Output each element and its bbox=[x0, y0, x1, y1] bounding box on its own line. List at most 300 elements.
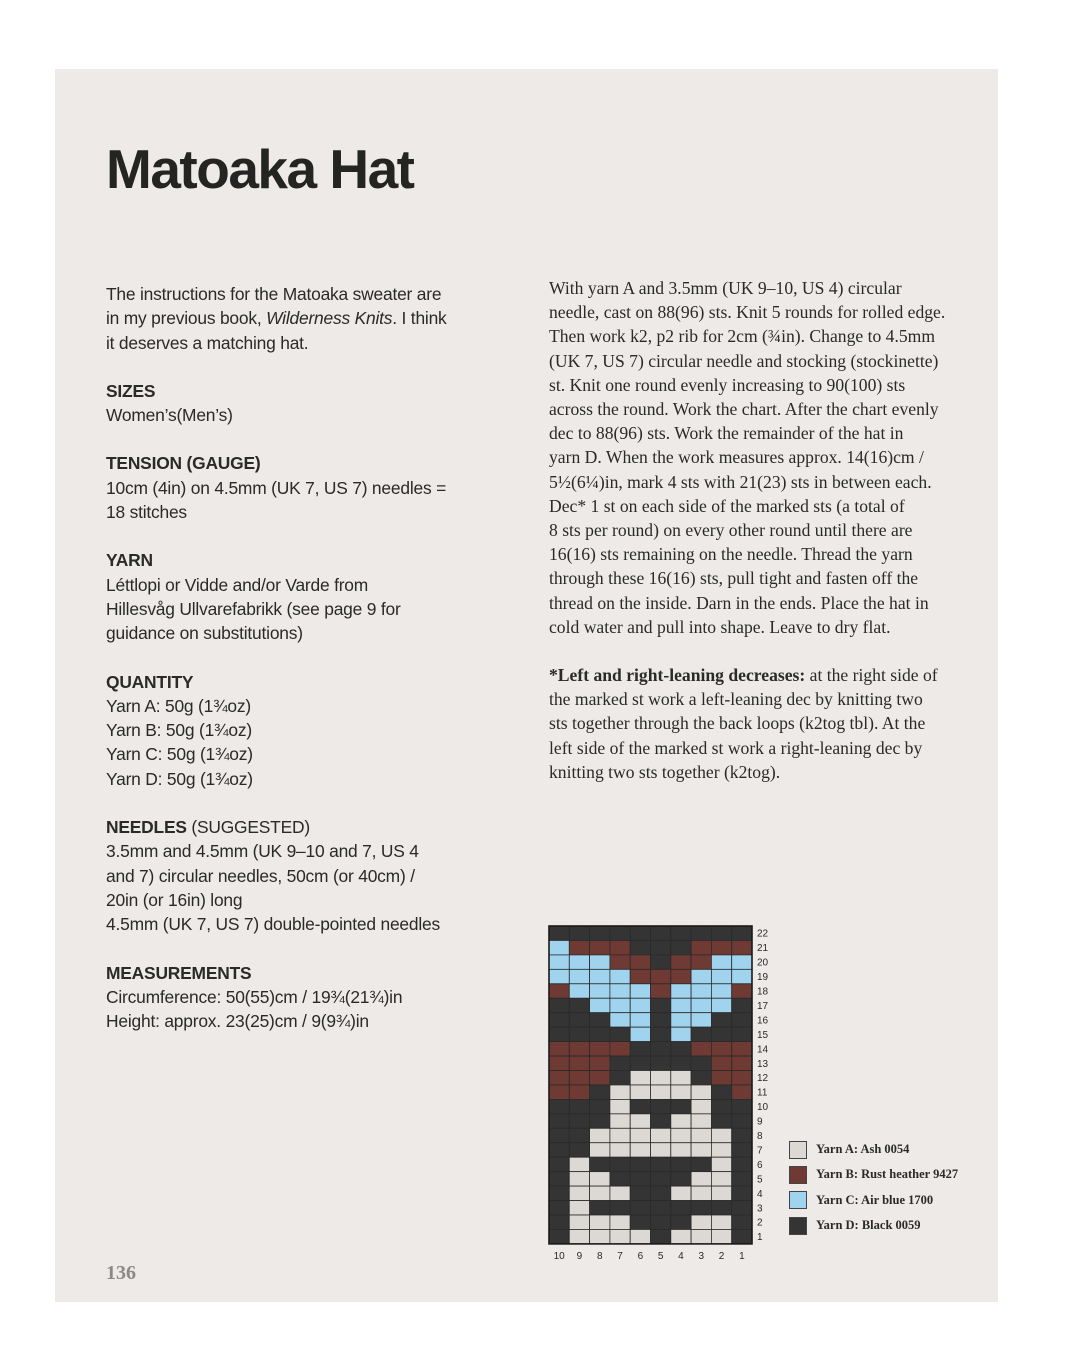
quantity-line: Yarn A: 50g (1¾oz) bbox=[106, 695, 251, 716]
chart-cell bbox=[671, 1143, 691, 1157]
chart-cell bbox=[630, 1157, 650, 1171]
quantity-line: Yarn B: 50g (1¾oz) bbox=[106, 720, 252, 741]
sizes-heading: SIZES bbox=[106, 380, 156, 401]
chart-cell bbox=[630, 1186, 650, 1200]
chart-cell bbox=[711, 1143, 731, 1157]
chart-cell bbox=[590, 1215, 610, 1229]
chart-cell bbox=[671, 1229, 691, 1243]
chart-cell bbox=[732, 940, 752, 954]
chart-cell bbox=[651, 955, 671, 969]
chart-cell bbox=[630, 1099, 650, 1113]
swatch-yarn-a bbox=[789, 1141, 807, 1159]
needles-line: and 7) circular needles, 50cm (or 40cm) / bbox=[106, 865, 415, 886]
chart-cell bbox=[590, 1229, 610, 1243]
chart-cell bbox=[711, 969, 731, 983]
instructions-paragraph bbox=[549, 276, 979, 639]
row-label: 9 bbox=[757, 1116, 763, 1128]
chart-cell bbox=[732, 1229, 752, 1243]
chart-cell bbox=[610, 1099, 630, 1113]
chart-cell bbox=[651, 926, 671, 940]
chart-cell bbox=[651, 1143, 671, 1157]
chart-cell bbox=[651, 1099, 671, 1113]
chart-cell bbox=[732, 926, 752, 940]
chart-cell bbox=[549, 940, 569, 954]
legend-item-yarn-b bbox=[789, 1162, 958, 1187]
chart-cell bbox=[549, 1056, 569, 1070]
chart-cell bbox=[549, 1027, 569, 1041]
chart-cell bbox=[569, 1201, 589, 1215]
chart-cell bbox=[691, 1229, 711, 1243]
chart-cell bbox=[691, 1071, 711, 1085]
chart-cell bbox=[569, 940, 589, 954]
chart-cell bbox=[671, 1201, 691, 1215]
chart-cell bbox=[671, 1071, 691, 1085]
chart-cell bbox=[651, 1042, 671, 1056]
chart-cell bbox=[691, 1143, 711, 1157]
intro-text: . I think bbox=[392, 308, 447, 329]
chart-cell bbox=[671, 1099, 691, 1113]
row-label: 11 bbox=[757, 1087, 768, 1099]
chart-cell bbox=[569, 1172, 589, 1186]
chart-cell bbox=[671, 1042, 691, 1056]
needles-section bbox=[106, 815, 476, 936]
chart-cell bbox=[711, 1099, 731, 1113]
row-label: 5 bbox=[757, 1174, 763, 1186]
row-label: 19 bbox=[757, 972, 769, 984]
chart-cell bbox=[610, 1157, 630, 1171]
chart-cell bbox=[691, 1157, 711, 1171]
needles-line: 3.5mm and 4.5mm (UK 9–10 and 7, US 4 bbox=[106, 841, 419, 862]
chart-cell bbox=[651, 969, 671, 983]
chart-cell bbox=[691, 998, 711, 1012]
chart-cell bbox=[671, 1013, 691, 1027]
instruction-line: Then work k2, p2 rib for 2cm (¾in). Change to 4.5mm bbox=[549, 326, 936, 347]
chart-cell bbox=[732, 1056, 752, 1070]
yarn-line: guidance on substitutions) bbox=[106, 623, 303, 644]
chart-cell bbox=[569, 1056, 589, 1070]
chart-cell bbox=[691, 1042, 711, 1056]
chart-cell bbox=[691, 1128, 711, 1142]
row-label: 10 bbox=[757, 1102, 769, 1114]
chart-cell bbox=[549, 1013, 569, 1027]
chart-cell bbox=[569, 1099, 589, 1113]
needles-heading: NEEDLES bbox=[106, 817, 187, 838]
chart-cell bbox=[590, 998, 610, 1012]
chart-cell bbox=[549, 1229, 569, 1243]
chart-cell bbox=[691, 1186, 711, 1200]
decreases-line: left side of the marked st work a right-leaning dec by bbox=[549, 737, 923, 758]
chart-cell bbox=[671, 984, 691, 998]
chart-cell bbox=[651, 1186, 671, 1200]
chart-cell bbox=[549, 1215, 569, 1229]
chart-cell bbox=[610, 1229, 630, 1243]
row-label: 13 bbox=[757, 1058, 769, 1070]
chart-cell bbox=[691, 940, 711, 954]
chart-cell bbox=[671, 926, 691, 940]
column-label: 1 bbox=[739, 1250, 745, 1262]
quantity-line: Yarn C: 50g (1¾oz) bbox=[106, 744, 253, 765]
row-label: 22 bbox=[757, 928, 769, 940]
chart-cell bbox=[549, 955, 569, 969]
chart-cell bbox=[732, 1143, 752, 1157]
chart-cell bbox=[549, 1128, 569, 1142]
swatch-yarn-c bbox=[789, 1191, 807, 1209]
chart-cell bbox=[610, 984, 630, 998]
chart-cell bbox=[711, 1114, 731, 1128]
tension-section bbox=[106, 451, 476, 524]
chart-cell bbox=[569, 1071, 589, 1085]
chart-cell bbox=[630, 984, 650, 998]
row-label: 16 bbox=[757, 1015, 769, 1027]
measurements-line: Circumference: 50(55)cm / 19¾(21¾)in bbox=[106, 986, 403, 1007]
instruction-line: 8 sts per round) on every other round until there are bbox=[549, 520, 913, 541]
chart-cell bbox=[732, 1157, 752, 1171]
quantity-heading: QUANTITY bbox=[106, 671, 194, 692]
chart-cell bbox=[732, 955, 752, 969]
chart-cell bbox=[691, 969, 711, 983]
chart-cell bbox=[610, 998, 630, 1012]
chart-cell bbox=[711, 1056, 731, 1070]
chart-cell bbox=[590, 1172, 610, 1186]
legend-item-yarn-a bbox=[789, 1137, 958, 1162]
chart-cell bbox=[590, 1071, 610, 1085]
chart-cell bbox=[549, 984, 569, 998]
chart-cell bbox=[732, 1027, 752, 1041]
instruction-line: needle, cast on 88(96) sts. Knit 5 rounds for rolled edge. bbox=[549, 302, 946, 323]
page-number: 136 bbox=[106, 1262, 136, 1284]
chart-cell bbox=[610, 1186, 630, 1200]
chart-cell bbox=[549, 1099, 569, 1113]
chart-cell bbox=[732, 1099, 752, 1113]
instruction-line: With yarn A and 3.5mm (UK 9–10, US 4) circular bbox=[549, 278, 902, 298]
chart-cell bbox=[590, 955, 610, 969]
chart-cell bbox=[671, 1114, 691, 1128]
chart-cell bbox=[549, 1085, 569, 1099]
chart-cell bbox=[732, 1128, 752, 1142]
chart-cell bbox=[671, 1128, 691, 1142]
decreases-heading: *Left and right-leaning decreases: bbox=[549, 665, 806, 686]
chart-cell bbox=[630, 1027, 650, 1041]
row-label: 8 bbox=[757, 1131, 763, 1143]
decreases-line: sts together through the back loops (k2tog tbl). At the bbox=[549, 713, 926, 734]
intro-line: it deserves a matching hat. bbox=[106, 332, 309, 353]
instruction-line: thread on the inside. Darn in the ends. Place the hat in bbox=[549, 592, 929, 613]
chart-cell bbox=[691, 955, 711, 969]
column-label: 8 bbox=[596, 1250, 603, 1262]
chart-cell bbox=[630, 998, 650, 1012]
chart-cell bbox=[651, 1229, 671, 1243]
chart-cell bbox=[590, 1186, 610, 1200]
sizes-section bbox=[106, 379, 476, 428]
chart-cell bbox=[671, 1027, 691, 1041]
chart-cell bbox=[630, 1114, 650, 1128]
chart-cell bbox=[651, 1071, 671, 1085]
chart-cell bbox=[549, 1071, 569, 1085]
chart-cell bbox=[590, 1114, 610, 1128]
decreases-line: knitting two sts together (k2tog). bbox=[549, 761, 781, 782]
row-label: 17 bbox=[757, 1000, 769, 1012]
chart-cell bbox=[732, 1114, 752, 1128]
chart-cell bbox=[671, 1172, 691, 1186]
column-label: 2 bbox=[718, 1250, 725, 1262]
legend-label: Yarn D: Black 0059 bbox=[816, 1218, 921, 1233]
instruction-line: (UK 7, US 7) circular needle and stocking (stockinette) bbox=[549, 350, 939, 371]
instruction-line: 16(16) sts remaining on the needle. Thread the yarn bbox=[549, 544, 913, 565]
chart-cell bbox=[651, 1114, 671, 1128]
details-column bbox=[106, 282, 476, 1057]
instruction-line: 5½(6¼)in, mark 4 sts with 21(23) sts in between each. bbox=[549, 471, 932, 492]
legend-label: Yarn C: Air blue 1700 bbox=[816, 1192, 934, 1207]
chart-cell bbox=[590, 1085, 610, 1099]
chart-cell bbox=[711, 1229, 731, 1243]
legend-label: Yarn B: Rust heather 9427 bbox=[816, 1167, 959, 1182]
chart-cell bbox=[732, 1071, 752, 1085]
row-label: 7 bbox=[757, 1145, 763, 1157]
chart-cell bbox=[610, 1013, 630, 1027]
chart-cell bbox=[610, 1128, 630, 1142]
chart-cell bbox=[691, 1172, 711, 1186]
chart-cell bbox=[671, 1056, 691, 1070]
chart-cell bbox=[590, 1201, 610, 1215]
chart-cell bbox=[569, 926, 589, 940]
row-label: 2 bbox=[757, 1217, 763, 1229]
tension-line: 10cm (4in) on 4.5mm (UK 7, US 7) needles = bbox=[106, 477, 447, 498]
chart-cell bbox=[610, 1201, 630, 1215]
intro-text: in my previous book, bbox=[106, 308, 267, 329]
chart-cell bbox=[630, 1172, 650, 1186]
row-label: 21 bbox=[757, 943, 769, 955]
chart-cell bbox=[590, 1143, 610, 1157]
chart-cell bbox=[549, 1157, 569, 1171]
yarn-section bbox=[106, 548, 476, 645]
chart-cell bbox=[610, 1071, 630, 1085]
chart-cell bbox=[732, 1085, 752, 1099]
chart-cell bbox=[590, 926, 610, 940]
chart-cell bbox=[691, 1013, 711, 1027]
chart-cell bbox=[691, 1215, 711, 1229]
chart-cell bbox=[630, 1042, 650, 1056]
chart-cell bbox=[610, 1215, 630, 1229]
chart-cell bbox=[711, 998, 731, 1012]
chart-cell bbox=[569, 1143, 589, 1157]
instruction-line: st. Knit one round evenly increasing to 90(100) sts bbox=[549, 374, 906, 395]
chart-cell bbox=[630, 926, 650, 940]
chart-cell bbox=[549, 969, 569, 983]
chart-cell bbox=[671, 1186, 691, 1200]
chart-cell bbox=[691, 1201, 711, 1215]
chart-cell bbox=[610, 969, 630, 983]
chart-cell bbox=[651, 1157, 671, 1171]
yarn-line: Léttlopi or Vidde and/or Varde from bbox=[106, 574, 369, 595]
chart-cell bbox=[651, 998, 671, 1012]
column-label: 6 bbox=[637, 1250, 644, 1262]
chart-cell bbox=[549, 1143, 569, 1157]
chart-cell bbox=[569, 1229, 589, 1243]
intro-line bbox=[106, 306, 476, 330]
tension-heading: TENSION (GAUGE) bbox=[106, 453, 261, 474]
chart-cell bbox=[671, 1157, 691, 1171]
chart-cell bbox=[671, 1085, 691, 1099]
needles-line: 4.5mm (UK 7, US 7) double-pointed needles bbox=[106, 914, 440, 935]
chart-cell bbox=[630, 1201, 650, 1215]
chart-cell bbox=[630, 1143, 650, 1157]
chart-cell bbox=[549, 1186, 569, 1200]
chart-cell bbox=[590, 1013, 610, 1027]
column-label: 9 bbox=[576, 1250, 583, 1262]
chart-cell bbox=[610, 926, 630, 940]
chart-cell bbox=[610, 940, 630, 954]
chart-cell bbox=[610, 1027, 630, 1041]
chart-cell bbox=[549, 1172, 569, 1186]
quantity-section bbox=[106, 670, 476, 791]
decreases-paragraph bbox=[549, 663, 979, 784]
chart-cell bbox=[610, 955, 630, 969]
row-label: 12 bbox=[757, 1073, 769, 1085]
swatch-yarn-b bbox=[789, 1166, 807, 1184]
chart-cell bbox=[651, 1172, 671, 1186]
chart-cell bbox=[711, 1201, 731, 1215]
instructions-column bbox=[549, 276, 979, 808]
instruction-line: dec to 88(96) sts. Work the remainder of the hat in bbox=[549, 423, 904, 444]
row-label: 1 bbox=[757, 1232, 763, 1244]
chart-cell bbox=[569, 1027, 589, 1041]
chart-cell bbox=[630, 940, 650, 954]
chart-legend bbox=[789, 1137, 958, 1238]
row-label: 6 bbox=[757, 1159, 763, 1171]
chart-cell bbox=[569, 1128, 589, 1142]
chart-cell bbox=[732, 984, 752, 998]
chart-cell bbox=[630, 1013, 650, 1027]
chart-cell bbox=[711, 1027, 731, 1041]
quantity-line: Yarn D: 50g (1¾oz) bbox=[106, 768, 253, 789]
intro-paragraph bbox=[106, 282, 476, 355]
chart-cell bbox=[569, 1114, 589, 1128]
chart-cell bbox=[630, 1056, 650, 1070]
chart-cell bbox=[569, 1157, 589, 1171]
chart-cell bbox=[630, 1229, 650, 1243]
column-label: 5 bbox=[657, 1250, 664, 1262]
chart-cell bbox=[630, 969, 650, 983]
decreases-text: at the right side of bbox=[805, 665, 938, 686]
chart-cell bbox=[590, 984, 610, 998]
chart-cell bbox=[711, 955, 731, 969]
chart-cell bbox=[691, 1027, 711, 1041]
column-label: 3 bbox=[698, 1250, 705, 1262]
chart-cell bbox=[711, 940, 731, 954]
chart-cell bbox=[590, 1157, 610, 1171]
chart-cell bbox=[549, 998, 569, 1012]
chart-cell bbox=[610, 1143, 630, 1157]
chart-cell bbox=[569, 1042, 589, 1056]
instruction-line: Dec* 1 st on each side of the marked sts (a total of bbox=[549, 495, 905, 516]
chart-cell bbox=[711, 1071, 731, 1085]
chart-cell bbox=[610, 1085, 630, 1099]
chart-cell bbox=[630, 1085, 650, 1099]
measurements-line: Height: approx. 23(25)cm / 9(9¾)in bbox=[106, 1011, 369, 1032]
chart-cell bbox=[569, 955, 589, 969]
decreases-first-line bbox=[549, 663, 979, 687]
column-label: 7 bbox=[617, 1250, 623, 1262]
column-label: 10 bbox=[553, 1250, 565, 1262]
row-label: 18 bbox=[757, 986, 769, 998]
chart-cell bbox=[651, 1085, 671, 1099]
decreases-line: the marked st work a left-leaning dec by knitting two bbox=[549, 689, 923, 710]
chart-cell bbox=[671, 998, 691, 1012]
chart-cell bbox=[691, 1056, 711, 1070]
legend-item-yarn-d bbox=[789, 1213, 958, 1238]
chart-cell bbox=[732, 1013, 752, 1027]
chart-cell bbox=[569, 1013, 589, 1027]
tension-line: 18 stitches bbox=[106, 502, 187, 523]
intro-line: The instructions for the Matoaka sweater are bbox=[106, 284, 442, 304]
chart-cell bbox=[732, 1042, 752, 1056]
chart-cell bbox=[569, 969, 589, 983]
chart-cell bbox=[732, 969, 752, 983]
chart-cell bbox=[610, 1042, 630, 1056]
row-label: 20 bbox=[757, 957, 769, 969]
needles-line: 20in (or 16in) long bbox=[106, 889, 243, 910]
row-label: 3 bbox=[757, 1203, 763, 1215]
row-label: 14 bbox=[757, 1044, 769, 1056]
instruction-line: across the round. Work the chart. After the chart evenly bbox=[549, 399, 939, 420]
colorwork-chart bbox=[545, 919, 785, 1264]
chart-cell bbox=[711, 1128, 731, 1142]
chart-cell bbox=[651, 1027, 671, 1041]
chart-cell bbox=[671, 940, 691, 954]
chart-cell bbox=[732, 998, 752, 1012]
chart-cell bbox=[651, 1128, 671, 1142]
chart-cell bbox=[671, 969, 691, 983]
chart-cell bbox=[711, 1042, 731, 1056]
chart-cell bbox=[590, 1056, 610, 1070]
row-label: 15 bbox=[757, 1029, 769, 1041]
chart-cell bbox=[651, 1056, 671, 1070]
instruction-line: yarn D. When the work measures approx. 14(16)cm / bbox=[549, 447, 924, 468]
swatch-yarn-d bbox=[789, 1217, 807, 1235]
row-label: 4 bbox=[757, 1188, 763, 1200]
chart-cell bbox=[569, 1215, 589, 1229]
instruction-line: through these 16(16) sts, pull tight and fasten off the bbox=[549, 568, 919, 589]
chart-cell bbox=[630, 1215, 650, 1229]
chart-cell bbox=[549, 926, 569, 940]
chart-cell bbox=[711, 1215, 731, 1229]
chart-cell bbox=[569, 1085, 589, 1099]
chart-cell bbox=[610, 1114, 630, 1128]
chart-cell bbox=[630, 1128, 650, 1142]
chart-cell bbox=[630, 955, 650, 969]
chart-cell bbox=[590, 1042, 610, 1056]
chart-cell bbox=[691, 926, 711, 940]
chart-cell bbox=[549, 1114, 569, 1128]
chart-cell bbox=[651, 984, 671, 998]
yarn-line: Hillesvåg Ullvarefabrikk (see page 9 for bbox=[106, 598, 401, 619]
chart-cell bbox=[711, 1157, 731, 1171]
chart-cell bbox=[671, 955, 691, 969]
needles-heading-suffix: (SUGGESTED) bbox=[186, 817, 310, 838]
chart-cell bbox=[549, 1201, 569, 1215]
chart-cell bbox=[651, 1013, 671, 1027]
chart-cell bbox=[732, 1172, 752, 1186]
chart-cell bbox=[590, 1099, 610, 1113]
chart-cell bbox=[671, 1215, 691, 1229]
chart-cell bbox=[691, 984, 711, 998]
chart-cell bbox=[569, 998, 589, 1012]
chart-cell bbox=[711, 984, 731, 998]
chart-cell bbox=[569, 1186, 589, 1200]
yarn-heading: YARN bbox=[106, 550, 153, 571]
chart-cell bbox=[732, 1186, 752, 1200]
chart-cell bbox=[732, 1215, 752, 1229]
